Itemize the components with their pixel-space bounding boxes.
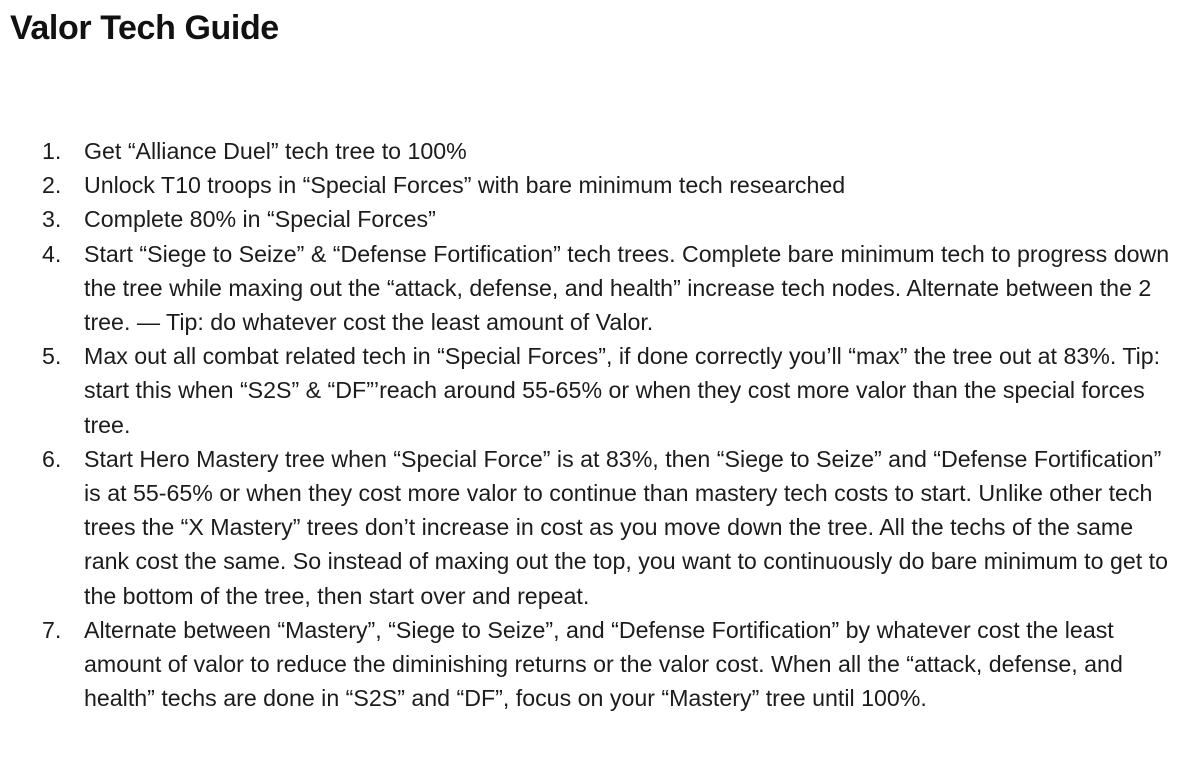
step-number: 2. <box>42 172 62 199</box>
guide-steps-list <box>0 134 1187 715</box>
step-text: Start “Siege to Seize” & “Defense Fortification” tech trees. Complete bare minimum tech to progress down the tree while maxing out the “attack, defense, and health” increase tech nodes. Alternate between the 2 tree. — Tip: do whatever cost the least amount of Valor. <box>84 240 1170 336</box>
step-item-2 <box>0 168 1187 202</box>
step-text: Unlock T10 troops in “Special Forces” with bare minimum tech researched <box>84 172 846 199</box>
step-item-1 <box>0 134 1187 168</box>
step-number: 3. <box>42 206 62 233</box>
step-number: 6. <box>42 445 62 472</box>
step-text: Alternate between “Mastery”, “Siege to Seize”, and “Defense Fortification” by whatever cost the least amount of valor to reduce the diminishing returns or the valor cost. When all the “attack, defense, and health” techs are done in “S2S” and “DF”, focus on your “Mastery” tree until 100%. <box>84 616 1123 712</box>
step-number: 5. <box>42 343 62 370</box>
step-number: 4. <box>42 240 62 267</box>
step-number: 7. <box>42 616 62 643</box>
step-item-5 <box>0 339 1187 442</box>
step-text: Complete 80% in “Special Forces” <box>84 206 436 233</box>
step-item-6 <box>0 442 1187 613</box>
step-item-3 <box>0 202 1187 236</box>
step-text: Get “Alliance Duel” tech tree to 100% <box>84 138 467 164</box>
document-title: Valor Tech Guide <box>10 9 279 47</box>
step-number: 1. <box>42 138 62 164</box>
step-item-4 <box>0 237 1187 340</box>
step-item-7 <box>0 613 1187 716</box>
step-text: Max out all combat related tech in “Special Forces”, if done correctly you’ll “max” the tree out at 83%. Tip: start this when “S2S” & “DF”’reach around 55-65% or when they cost more valor than the special forces tree. <box>84 343 1161 438</box>
step-text: Start Hero Mastery tree when “Special Force” is at 83%, then “Siege to Seize” and “Defense Fortification” is at 55-65% or when they cost more valor to continue than mastery tech costs to start. Unlike other tech trees the “X Mastery” trees don’t increase in cost as you move down the tree. All the techs of the same rank cost the same. So instead of maxing out the top, you want to continuously do bare minimum to get to the bottom of the tree, then start over and repeat. <box>84 445 1168 609</box>
